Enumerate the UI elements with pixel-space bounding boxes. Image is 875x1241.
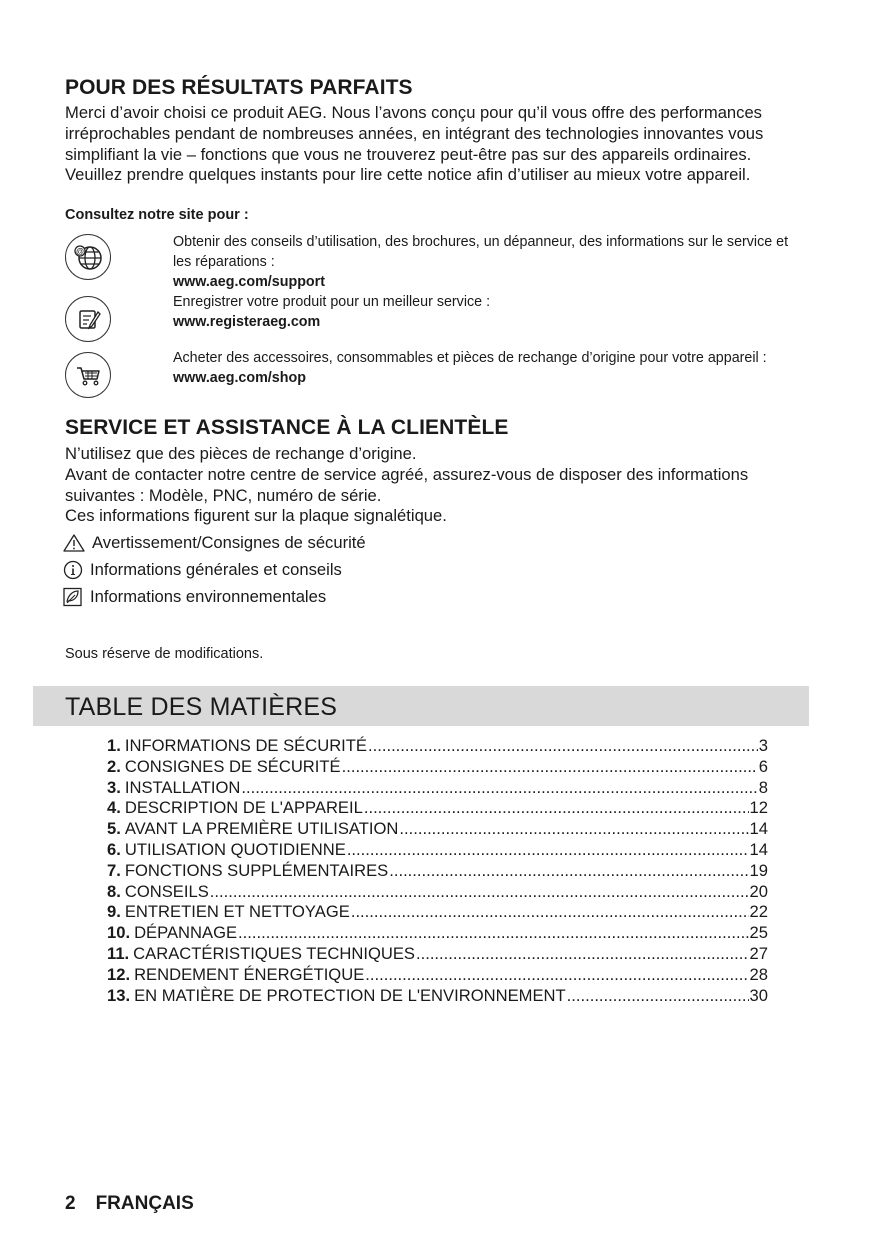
toc-entry[interactable]	[107, 882, 768, 903]
toc-entry-label: DESCRIPTION DE L'APPAREIL	[124, 798, 363, 818]
toc-entry-number: 6.	[107, 839, 121, 859]
legend-warning-text: Avertissement/Consignes de sécurité	[92, 533, 366, 552]
shop-link[interactable]: www.aeg.com/shop	[173, 370, 306, 386]
legend-info	[62, 560, 342, 580]
toc-entry-page: 14	[749, 839, 768, 859]
toc-entry-number: 7.	[107, 860, 121, 880]
toc-entry-label: RENDEMENT ÉNERGÉTIQUE	[134, 964, 365, 984]
support-link[interactable]: www.aeg.com/support	[173, 274, 325, 290]
toc-leader-dots	[389, 861, 748, 881]
toc-leader-dots	[238, 923, 748, 943]
toc-entry[interactable]	[107, 798, 768, 819]
web-item-shop-text: Acheter des accessoires, consommables et pièces de rechange d’origine pour votre appareil : www.aeg.com/shop	[173, 348, 805, 388]
info-icon	[62, 560, 84, 580]
toc-leader-dots	[368, 736, 758, 756]
toc-entry[interactable]	[107, 902, 768, 923]
toc-entry-page: 12	[749, 798, 768, 818]
intro-title: POUR DES RÉSULTATS PARFAITS	[65, 76, 413, 99]
web-item-support-text: Obtenir des conseils d’utilisation, des brochures, un dépanneur, des informations sur le service et les réparations : www.aeg.com/support	[173, 232, 805, 292]
toc-entry-page: 20	[749, 881, 768, 901]
toc-entry-page: 8	[758, 777, 768, 797]
toc-entry[interactable]	[107, 944, 768, 965]
toc-leader-dots	[241, 778, 757, 798]
toc-title: TABLE DES MATIÈRES	[65, 693, 338, 721]
toc-entry-number: 10.	[107, 923, 131, 943]
toc-entry-label: CARACTÉRISTIQUES TECHNIQUES	[133, 943, 415, 963]
toc-leader-dots	[347, 840, 749, 860]
toc-entry-number: 5.	[107, 819, 121, 839]
toc-entry-label: CONSIGNES DE SÉCURITÉ	[124, 756, 341, 776]
toc-entry-number: 11.	[107, 943, 130, 963]
toc-entry-page: 3	[758, 736, 768, 755]
service-text	[65, 444, 805, 527]
service-line-2: Avant de contacter notre centre de service agréé, assurez-vous de disposer des informations suivantes : Modèle, PNC, numéro de série.	[65, 464, 749, 505]
toc-entry-label: DÉPANNAGE	[134, 923, 238, 943]
reserve-note: Sous réserve de modifications.	[65, 646, 264, 662]
service-line-1: N’utilisez que des pièces de rechange d’origine.	[65, 444, 417, 463]
toc-leader-dots	[342, 757, 758, 777]
toc-entry-number: 13.	[107, 985, 131, 1005]
toc-entry-label: ENTRETIEN ET NETTOYAGE	[124, 902, 350, 922]
toc-leader-dots	[416, 944, 749, 964]
toc-entry-number: 12.	[107, 964, 131, 984]
toc-entry-label: EN MATIÈRE DE PROTECTION DE L'ENVIRONNEMENT	[134, 985, 566, 1005]
service-line-3: Ces informations figurent sur la plaque signalétique.	[65, 506, 447, 526]
toc-entry[interactable]	[107, 778, 768, 799]
svg-text:@: @	[76, 247, 84, 256]
globe-icon	[65, 234, 111, 280]
toc-entry-page: 6	[758, 756, 768, 776]
registration-icon	[65, 296, 111, 342]
legend-info-text: Informations générales et conseils	[90, 560, 342, 579]
toc-entry[interactable]	[107, 840, 768, 861]
page-footer	[65, 1193, 194, 1215]
toc-entry[interactable]	[107, 736, 768, 757]
toc-entry-page: 30	[749, 985, 768, 1005]
toc-entry-number: 2.	[107, 756, 121, 776]
toc-entry[interactable]	[107, 965, 768, 986]
toc-entry-page: 28	[749, 964, 768, 984]
toc-entry-label: CONSEILS	[124, 881, 209, 901]
register-link[interactable]: www.registeraeg.com	[173, 314, 321, 330]
toc-entry-page: 14	[749, 819, 768, 839]
leaf-icon	[62, 587, 84, 607]
web-item-register-text: Enregistrer votre produit pour un meilleur service : www.registeraeg.com	[173, 292, 805, 332]
toc-entry[interactable]	[107, 923, 768, 944]
toc-entry-number: 8.	[107, 881, 121, 901]
toc-entry-number: 1.	[107, 736, 121, 755]
legend-environment-text: Informations environnementales	[90, 587, 327, 606]
toc-entry-page: 22	[749, 902, 768, 922]
toc-entry[interactable]	[107, 986, 768, 1007]
toc-entry[interactable]	[107, 861, 768, 882]
consult-label: Consultez notre site pour :	[65, 207, 249, 223]
warning-icon	[62, 533, 86, 553]
toc-entry-number: 3.	[107, 777, 121, 797]
toc-entry-number: 4.	[107, 798, 121, 818]
toc-entry-label: INFORMATIONS DE SÉCURITÉ	[124, 736, 368, 755]
toc-entry-label: FONCTIONS SUPPLÉMENTAIRES	[124, 860, 389, 880]
toc-entry-label: UTILISATION QUOTIDIENNE	[124, 839, 346, 859]
cart-icon	[65, 352, 111, 398]
toc-entry-page: 25	[749, 923, 768, 943]
intro-paragraph: Merci d’avoir choisi ce produit AEG. Nous l’avons conçu pour qu’il vous offre des performances irréprochables pendant de nombreuses années, en intégrant des technologies innovantes vous simplifiant la vie – fonctions que vous ne trouverez peut-être pas sur des appareils ordinaires. Veuillez prendre quelques instants pour lire cette notice afin d’utiliser au mieux votre appareil.	[65, 103, 764, 185]
service-title: SERVICE ET ASSISTANCE À LA CLIENTÈLE	[65, 416, 509, 439]
legend-warning	[62, 533, 366, 553]
toc-entry-label: INSTALLATION	[124, 777, 241, 797]
toc-leader-dots	[351, 902, 749, 922]
toc-leader-dots	[364, 798, 749, 818]
toc-entry-page: 19	[749, 860, 768, 880]
page-number: 2	[65, 1193, 76, 1214]
toc-entry-page: 27	[749, 943, 768, 963]
toc-header	[33, 686, 809, 726]
toc-leader-dots	[567, 986, 749, 1006]
toc-leader-dots	[399, 819, 748, 839]
legend-environment	[62, 587, 326, 607]
toc-entry[interactable]	[107, 757, 768, 778]
toc-entry-number: 9.	[107, 902, 121, 922]
toc-leader-dots	[365, 965, 748, 985]
table-of-contents	[107, 736, 768, 1006]
toc-entry[interactable]	[107, 819, 768, 840]
toc-leader-dots	[210, 882, 749, 902]
toc-entry-label: AVANT LA PREMIÈRE UTILISATION	[124, 819, 399, 839]
footer-language: FRANÇAIS	[95, 1193, 194, 1214]
